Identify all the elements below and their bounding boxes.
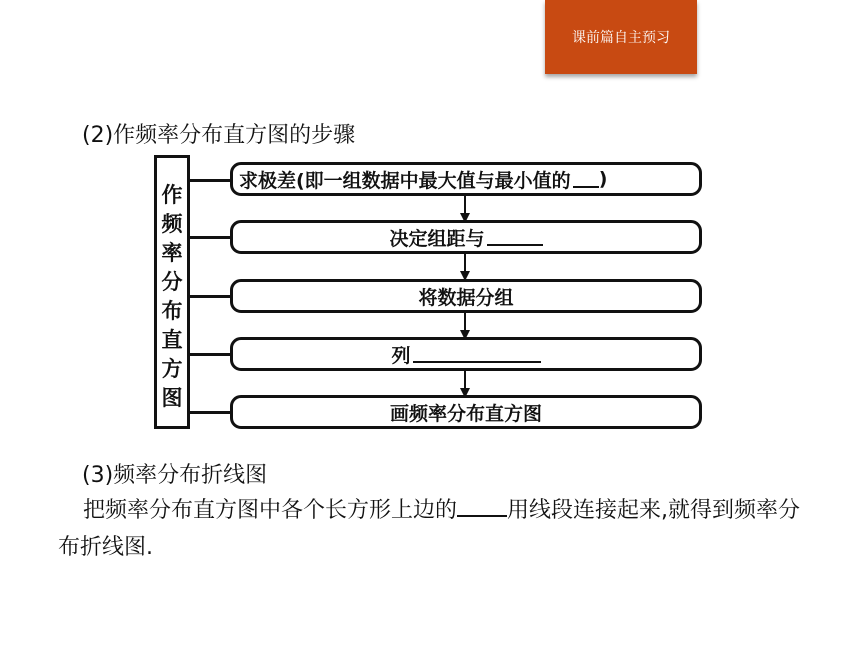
arrow-down-icon [458,254,472,282]
step-group-data [230,279,702,313]
step-interval-text: 决定组距与 [389,227,485,250]
answer-blank [413,345,541,363]
step-group-data-text: 将数据分组 [418,286,514,309]
connector-line [190,236,230,239]
histogram-steps-flowchart [154,155,703,438]
step-draw-histogram [230,395,702,429]
answer-blank [487,228,543,246]
polygon-text-part2: 用线段连接起来,就得到频率分布折线图. [58,498,801,560]
steps-heading: (2)作频率分布直方图的步骤 [82,123,356,148]
flowchart-side-box [154,155,190,429]
step-list [230,337,702,371]
step-interval [230,220,702,254]
step-range-text: 求极差(即一组数据中最大值与最小值的 [239,169,571,192]
polygon-paragraph [58,492,818,566]
polygon-heading: (3)频率分布折线图 [82,463,268,488]
connector-line [190,411,230,414]
step-draw-histogram-text: 画频率分布直方图 [389,402,542,425]
step-range [230,162,702,196]
section-tag: 课前篇自主预习 [545,0,697,74]
polygon-text-part1: 把频率分布直方图中各个长方形上边的 [83,498,458,523]
answer-blank [573,170,599,188]
step-list-text: 列 [391,344,411,367]
connector-line [190,353,230,356]
flowchart-side-label: 作频率分布直方图 [161,183,183,410]
step-range-close: ) [598,168,608,190]
connector-line [190,295,230,298]
answer-blank [457,495,507,517]
connector-line [190,179,230,182]
